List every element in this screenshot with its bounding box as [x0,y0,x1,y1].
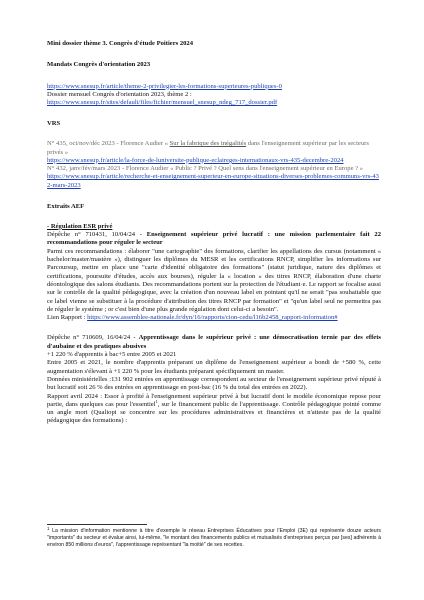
depeche-2-body-3-text: Rapport avril 2024 : Essor à profité à l'enseignement supérieur privé à but lucratif dont le modèle économique repose pour partie, dans quelques cas pour l'essentiel [47,392,381,408]
footnote-reference[interactable]: 1 [155,398,158,404]
document-body [47,40,381,426]
depeche-2-body-3 [47,393,381,426]
vrs-section [47,120,381,190]
footnote-divider [47,524,147,525]
vrs-heading: VRS [47,119,61,127]
depeche-2-title: Apprentissage dans le supérieur privé : une démocratisation ternie par des effets d'aubaine et des pratiques abusives [47,334,381,350]
mandats-link-1[interactable]: https://www.snesup.fr/article/theme-2-privilegier-les-formations-superieures-publiques-0 [47,82,282,90]
depeche-1-title: Enseignement supérieur privé lucratif : une mission parlementaire fait 22 recommandations pour réguler le secteur [47,231,382,247]
depeche-2-line-1: +1 220 % d'apprentis à bac+5 entre 2005 et 2021 [47,351,177,359]
depeche-1-ref: Dépêche n° 710431, 10/04/24 - [47,231,147,239]
vrs-item-1-prefix: N° 435, oct/nov/déc 2023 - Florence Audier « [47,140,170,148]
regulation-heading: - Régulation ESR privé [47,222,113,230]
vrs-item-1 [47,140,381,157]
extraits-heading: Extraits AEF [47,202,85,210]
depeche-1-header [47,231,381,248]
depeche-2-body-2: Données ministérielles :131 902 entrées en apprentissage correspondent au secteur de l'enseignement supérieur privé réputé à but lucratif soit 26 % des entrées en apprentissage en post-bac (16 % du total des entrées en 2022). [47,375,381,392]
footnote [47,528,381,549]
vrs-item-2-link[interactable]: https://www.snesup.fr/article/recherche-et-enseignement-superieur-en-europe-situations-diverses-problemes-communs-vrs-432-mars-2023 [47,173,379,189]
mandats-section [47,61,381,107]
mandats-heading: Mandats Congrès d'orientation 2023 [47,61,151,69]
footnote-text: La mission d'information mentionne à titre d'exemple le réseau Entreprises Éducatives pour l'Emploi (3E) qui représente douze acteurs "importants" du secteur et évalue ainsi, lui-même, "le montant des financements publics et mutualisés d'entreprises perçus par [ses] adhérents à environ 850 millions d'euros", l'apprentissage représentant "la moitié" de ses recettes. [47,528,381,548]
vrs-item-1-suffix: dans l'enseignement supérieur par les secteurs privés » [47,140,369,156]
document-title: Mini dossier thème 3. Congrès d'étude Poitiers 2024 [47,40,194,47]
vrs-item-2: N° 432, janv/fév/mars 2023 - Florence Audier « Public ? Privé ? Quel sens dans l'enseignement supérieur en Europe ? » [47,165,364,173]
rapport-link[interactable]: https://www.assemblee-nationale.fr/dyn/16/rapports/cion-cedu/l16b2458_rapport-information# [87,314,338,322]
depeche-1-body: Parmi ces recommandations : élaborer "une cartographie" des formations, clarifier les appellations des cursus (notamment « bachelor/master/mastère »), distinguer les diplômes du MESR et les certifications RNCP, simplifier les informations sur Parcoursup, mettre en place une "carte d'identité obligatoire des formations" (statut juridique, nature des diplômes et certifications, poursuite d'études, accès aux bourses), réguler la « location » des titres RNCP, élaboration d'une charte déontologique des salons étudiants. Des recommandations portent sur la protection de l'étudiant·e. Le rapport se focalise aussi sur le contrôle de la qualité pédagogique, avec la création d'un nouveau label en pointant qu'il ne serait "pas souhaitable que ce label vienne se substituer à la procédure d'attribution des titres RNCP par formation" et "qu'un label seul ne permettra pas de réguler le système ; or c'est bien d'une plus grande régulation dont celui-ci a besoin". [47,247,381,313]
depeche-2-body-3-cont: , sur le financement public de l'apprentissage. Contrôle pédagogique pointé comme un angle mort (Qualiopi se concentre sur les procédures administratives et financières et n'atteste pas de la qualité pédagogique des formations) : [47,400,382,425]
depeche-2-header [47,334,381,351]
footnote-mark: 1 [47,526,50,531]
rapport-link-label: Lien Rapport : [47,314,88,322]
dossier-text: Dossier mensuel Congrès d'orientation 2023, thème 2 : [47,90,192,98]
depeche-2-body-1: Entre 2005 et 2021, le nombre d'apprentis préparant un diplôme de l'enseignement supérieur a bondi de +580 %, cette augmentation s'élevant à +1 220 % pour les étudiants préparant spécifiquement un master. [47,359,381,375]
rapport-link-line [47,314,381,322]
depeche-2-ref: Dépêche n° 710609, 16/04/24 - [47,334,139,342]
mandats-link-2[interactable]: https://www.snesup.fr/sites/default/files/fichier/mensuel_snesup_ndeg_717_dossier.pdf [47,99,278,107]
extraits-section [47,203,381,426]
vrs-item-1-link[interactable]: https://www.snesup.fr/article/la-force-de-luniversite-publique-eclaireges-internationaux-vrs-435-decembre-2024 [47,156,344,164]
vrs-item-1-title-link[interactable]: Sur la fabrique des inégalités [169,140,247,148]
